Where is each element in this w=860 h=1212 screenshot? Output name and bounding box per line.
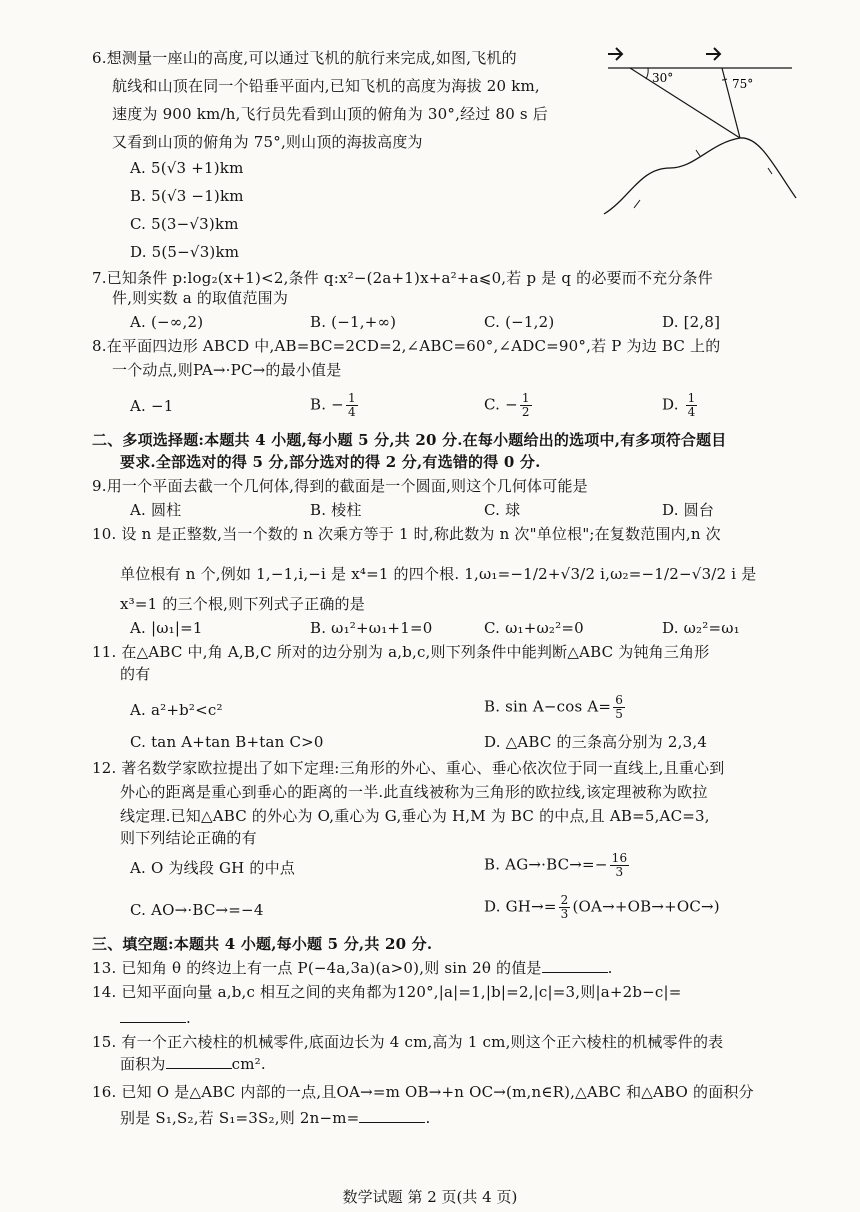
q6-option-c: C. 5(3−√3)km [130, 215, 239, 233]
q13-line-1: 13. 已知角 θ 的终边上有一点 P(−4a,3a)(a>0),则 sin 2θ 的值是 . [92, 959, 613, 977]
q11-line-1: 11. 在△ABC 中,角 A,B,C 所对的边分别为 a,b,c,则下列条件中能判断△ABC 为钝角三角形 [92, 643, 710, 661]
q8-option-d: D. $\frac{1}{4}$ [662, 391, 696, 419]
q9-line-1: 9.用一个平面去截一个几何体,得到的截面是一个圆面,则这个几何体可能是 [92, 477, 588, 495]
q9-option-a: A. 圆柱 [130, 501, 182, 519]
q8-line-1: 8.在平面四边形 ABCD 中,AB=BC=2CD=2,∠ABC=60°,∠ADC=90°,若 P 为边 BC 上的 [92, 337, 721, 355]
q9-option-b: B. 棱柱 [310, 501, 362, 519]
q6-line-4: 又看到山顶的俯角为 75°,则山顶的海拔高度为 [112, 133, 423, 151]
section-2-heading-cont: 要求.全部选对的得 5 分,部分选对的得 2 分,有选错的得 0 分. [120, 453, 541, 471]
q11-option-c: C. tan A+tan B+tan C>0 [130, 733, 324, 751]
fig-angle-30: 30° [652, 71, 674, 85]
q12-line-1: 12. 著名数学家欧拉提出了如下定理:三角形的外心、重心、垂心依次位于同一直线上,且重心到 [92, 759, 725, 777]
q6-line-1: 6.想测量一座山的高度,可以通过飞机的航行来完成,如图,飞机的 [92, 49, 517, 67]
q10-line-1: 10. 设 n 是正整数,当一个数的 n 次乘方等于 1 时,称此数为 n 次"单位根";在复数范围内,n 次 [92, 525, 721, 543]
q14-line-1: 14. 已知平面向量 a,b,c 相互之间的夹角都为120°,|a|=1,|b|=2,|c|=3,则|a+2b−c|= [92, 983, 682, 1001]
q7-line-1: 7.已知条件 p:log₂(x+1)<2,条件 q:x²−(2a+1)x+a²+a⩽0,若 p 是 q 的必要而不充分条件 [92, 269, 713, 287]
q15-answer-blank[interactable] [166, 1054, 232, 1069]
q7-option-d: D. [2,8] [662, 313, 721, 331]
q7-option-c: C. (−1,2) [484, 313, 555, 331]
q8-line-2: 一个动点,则PA→·PC→的最小值是 [112, 361, 342, 379]
section-3-heading: 三、填空题:本题共 4 小题,每小题 5 分,共 20 分. [92, 935, 433, 953]
q12-line-3: 线定理.已知△ABC 的外心为 O,重心为 G,垂心为 H,M 为 BC 的中点,且 AB=5,AC=3, [120, 807, 710, 825]
q10-option-a: A. |ω₁|=1 [130, 619, 203, 637]
section-2-heading: 二、多项选择题:本题共 4 小题,每小题 5 分,共 20 分.在每小题给出的选项中,有多项符合题目 [92, 431, 727, 449]
q12-option-a: A. O 为线段 GH 的中点 [130, 859, 296, 877]
q10-line-3: x³=1 的三个根,则下列式子正确的是 [120, 595, 365, 613]
q9-option-c: C. 球 [484, 501, 521, 519]
q10-option-d: D. ω₂²=ω₁ [662, 619, 740, 637]
q6-line-3: 速度为 900 km/h,飞行员先看到山顶的俯角为 30°,经过 80 s 后 [112, 105, 548, 123]
airplane-mountain-figure [600, 38, 800, 218]
q14-answer-blank[interactable] [120, 1008, 186, 1023]
q13-answer-blank[interactable] [542, 958, 608, 973]
q12-option-d: D. GH→= $\frac{2}{3}$ (OA→+OB→+OC→) [484, 893, 720, 921]
fig-angle-75: 75° [732, 77, 754, 91]
page-footer: 数学试题 第 2 页(共 4 页) [342, 1188, 518, 1206]
q10-line-2: 单位根有 n 个,例如 1,−1,i,−i 是 x⁴=1 的四个根. 1,ω₁=−1/2+√3/2 i,ω₂=−1/2−√3/2 i 是 [120, 565, 757, 583]
q12-option-b: B. AG→·BC→=− $\frac{16}{3}$ [484, 851, 628, 879]
q7-option-a: A. (−∞,2) [130, 313, 204, 331]
q16-answer-blank[interactable] [359, 1108, 425, 1123]
q7-option-b: B. (−1,+∞) [310, 313, 397, 331]
q6-option-a: A. 5(√3 +1)km [130, 159, 244, 177]
q11-line-2: 的有 [120, 665, 151, 683]
q15-line-2: 面积为 cm². [120, 1055, 266, 1073]
q6-option-d: D. 5(5−√3)km [130, 243, 240, 261]
q7-line-2: 件,则实数 a 的取值范围为 [112, 289, 289, 307]
q9-option-d: D. 圆台 [662, 501, 715, 519]
q8-option-c: C. − $\frac{1}{2}$ [484, 391, 530, 419]
q8-option-a: A. −1 [130, 397, 174, 415]
q16-line-1: 16. 已知 O 是△ABC 内部的一点,且OA→=m OB→+n OC→(m,n∈R),△ABC 和△ABO 的面积分 [92, 1083, 754, 1101]
airplane-icon [706, 48, 720, 60]
q15-line-1: 15. 有一个正六棱柱的机械零件,底面边长为 4 cm,高为 1 cm,则这个正六棱柱的机械零件的表 [92, 1033, 724, 1051]
q11-option-b: B. sin A−cos A= $\frac{6}{5}$ [484, 693, 624, 721]
q11-option-a: A. a²+b²<c² [130, 701, 223, 719]
q16-line-2: 别是 S₁,S₂,若 S₁=3S₂,则 2n−m= . [120, 1109, 431, 1127]
q10-option-c: C. ω₁+ω₂²=0 [484, 619, 584, 637]
q12-option-c: C. AO→·BC→=−4 [130, 901, 264, 919]
q12-line-2: 外心的距离是重心到垂心的距离的一半.此直线被称为三角形的欧拉线,该定理被称为欧拉 [120, 783, 708, 801]
airplane-icon [608, 48, 622, 60]
q11-option-d: D. △ABC 的三条高分别为 2,3,4 [484, 733, 708, 751]
q12-line-4: 则下列结论正确的有 [120, 829, 257, 847]
q8-option-b: B. − $\frac{1}{4}$ [310, 391, 356, 419]
mountain-outline [604, 138, 796, 214]
q14-line-2: . [120, 1008, 191, 1028]
q6-option-b: B. 5(√3 −1)km [130, 187, 244, 205]
q10-option-b: B. ω₁²+ω₁+1=0 [310, 619, 433, 637]
q6-line-2: 航线和山顶在同一个铅垂平面内,已知飞机的高度为海拔 20 km, [112, 77, 540, 95]
